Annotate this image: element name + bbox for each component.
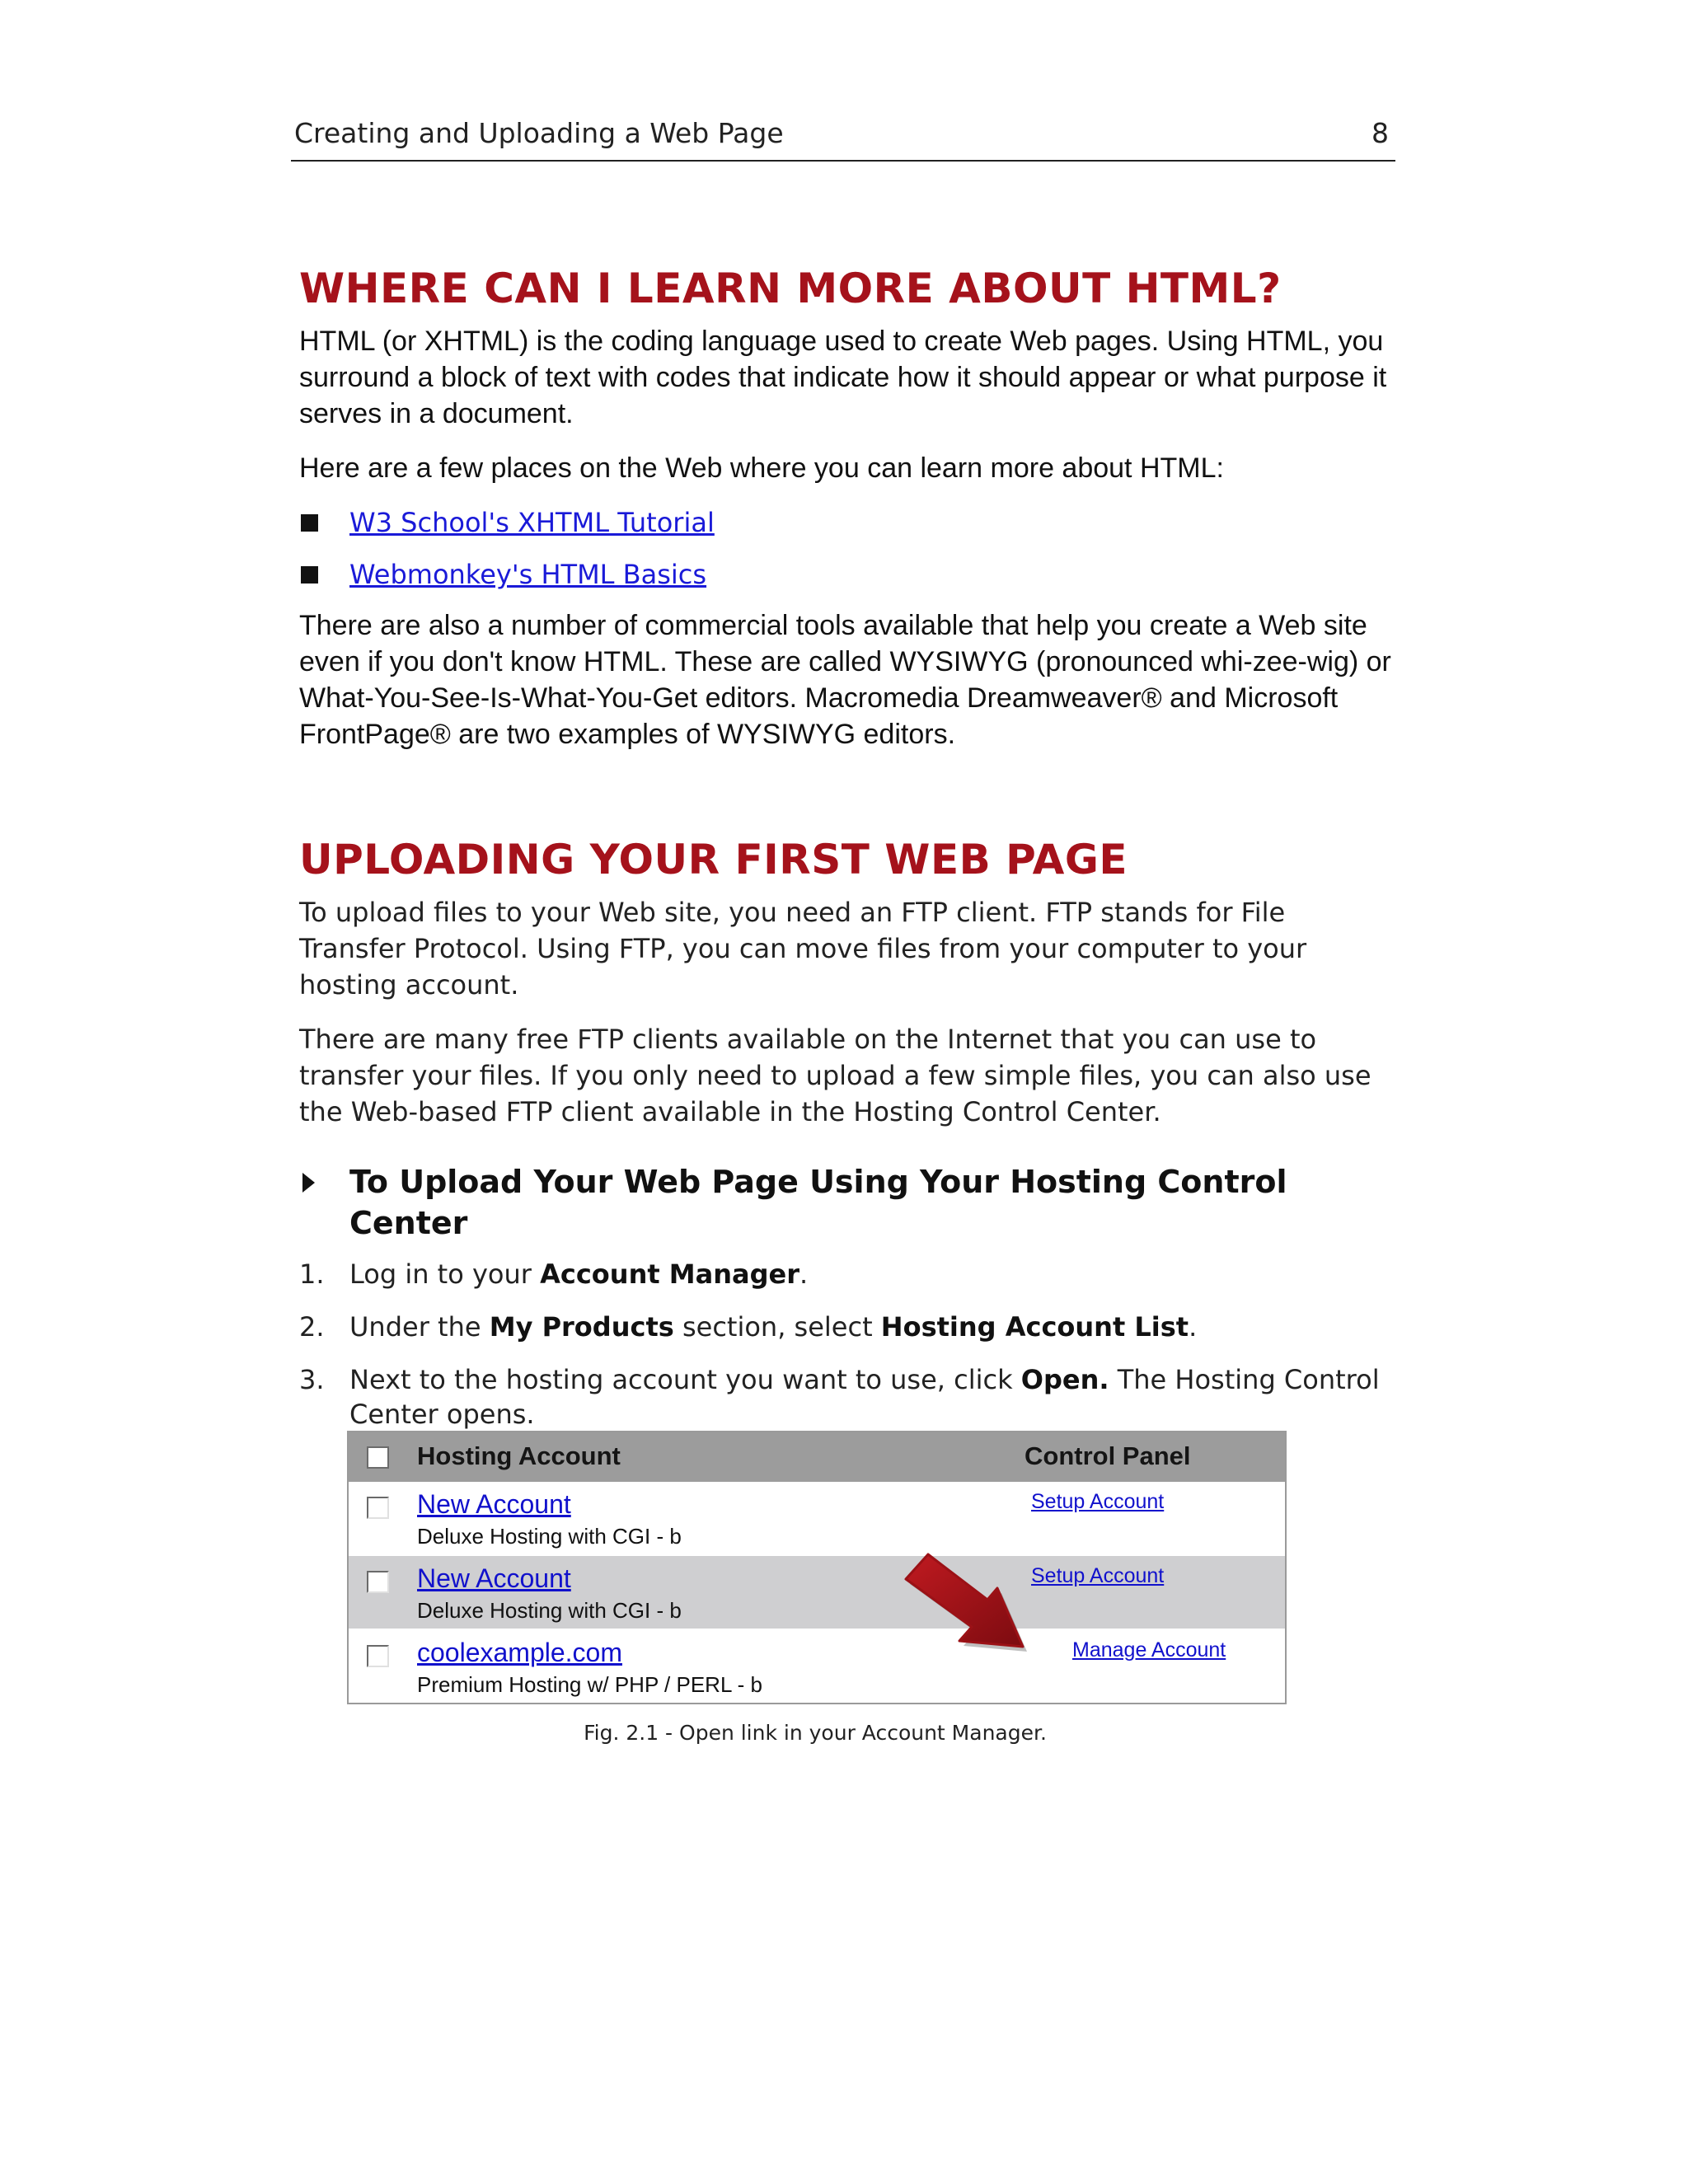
table-row bbox=[349, 1630, 1285, 1703]
account-plan: Premium Hosting w/ PHP / PERL - b bbox=[417, 1672, 763, 1697]
step-text: section, select bbox=[673, 1311, 881, 1343]
step-item bbox=[299, 1257, 1394, 1291]
account-name-link[interactable]: New Account bbox=[417, 1563, 571, 1593]
webmonkey-html-link[interactable]: Webmonkey's HTML Basics bbox=[349, 559, 707, 590]
row-checkbox[interactable] bbox=[367, 1571, 389, 1593]
step-text: Next to the hosting account you want to use, click bbox=[349, 1364, 1021, 1395]
triangle-bullet-icon bbox=[302, 1173, 315, 1193]
bullet-square-icon bbox=[301, 566, 318, 583]
step-text: Under the bbox=[349, 1311, 490, 1343]
list-item bbox=[299, 556, 1394, 593]
account-manager-screenshot bbox=[347, 1431, 1287, 1704]
upload-steps-list bbox=[299, 1257, 1394, 1432]
paragraph-ftp-clients: There are many free FTP clients available on the Internet that you can use to transfer your files. If you only need to upload a few simple files, you can also use the Web-based FTP client available in the Hosting Control Center. bbox=[299, 1024, 1372, 1127]
step-bold-text: My Products bbox=[489, 1311, 674, 1343]
table-row bbox=[349, 1482, 1285, 1554]
select-all-checkbox[interactable] bbox=[367, 1446, 389, 1469]
paragraph-ftp-intro: To upload files to your Web site, you need an FTP client. FTP stands for File Transfer Protocol. Using FTP, you can move files from your computer to your hosting account. bbox=[299, 897, 1307, 1001]
step-text: . bbox=[1189, 1311, 1198, 1343]
row-checkbox[interactable] bbox=[367, 1497, 389, 1519]
page-number: 8 bbox=[1372, 117, 1389, 149]
bullet-square-icon bbox=[301, 514, 318, 532]
paragraph-places-intro: Here are a few places on the Web where you can learn more about HTML: bbox=[299, 452, 1224, 484]
step-bold-text: Hosting Account List bbox=[880, 1311, 1189, 1343]
step-text: Log in to your bbox=[349, 1258, 541, 1290]
step-number: 2. bbox=[299, 1311, 325, 1343]
w3schools-xhtml-link[interactable]: W3 School's XHTML Tutorial bbox=[349, 507, 715, 538]
procedure-title bbox=[299, 1161, 1394, 1244]
paragraph-html-intro: HTML (or XHTML) is the coding language used to create Web pages. Using HTML, you surround a block of text with codes that indicate how it should appear or what purpose it serves in a document. bbox=[299, 326, 1387, 429]
main-content bbox=[299, 262, 1394, 1432]
procedure-title-text: To Upload Your Web Page Using Your Hosting Control Center bbox=[349, 1164, 1287, 1241]
section-heading-uploading: UPLOADING YOUR FIRST WEB PAGE bbox=[299, 836, 1128, 883]
step-item bbox=[299, 1310, 1394, 1344]
setup-account-link[interactable]: Setup Account bbox=[1031, 1564, 1165, 1587]
account-name-link[interactable]: New Account bbox=[417, 1489, 571, 1519]
manage-account-link[interactable]: Manage Account bbox=[1072, 1638, 1226, 1661]
figure-caption: Fig. 2.1 - Open link in your Account Manager. bbox=[584, 1721, 1047, 1745]
account-plan: Deluxe Hosting with CGI - b bbox=[417, 1598, 682, 1623]
step-bold-text: Open. bbox=[1020, 1364, 1109, 1395]
step-item bbox=[299, 1362, 1394, 1432]
column-header-control-panel: Control Panel bbox=[1025, 1441, 1191, 1470]
account-plan: Deluxe Hosting with CGI - b bbox=[417, 1524, 682, 1549]
running-header bbox=[291, 114, 1395, 162]
section-heading-learn-html: WHERE CAN I LEARN MORE ABOUT HTML? bbox=[299, 265, 1282, 312]
paragraph-wysiwyg: There are also a number of commercial tools available that help you create a Web site even if you don't know HTML. These are called WYSIWYG (pronounced whi-zee-wig) or What-You-See-Is-What-You-Get editors. Macromedia Dreamweaver® and Microsoft FrontPage® are two examples of WYSIWYG editors. bbox=[299, 610, 1391, 750]
step-number: 3. bbox=[299, 1364, 325, 1395]
account-name-link[interactable]: coolexample.com bbox=[417, 1638, 622, 1667]
setup-account-link[interactable]: Setup Account bbox=[1031, 1490, 1165, 1513]
resource-link-list bbox=[299, 504, 1394, 593]
table-row bbox=[349, 1556, 1285, 1629]
step-bold-text: Account Manager bbox=[540, 1258, 799, 1290]
step-text: . bbox=[799, 1258, 809, 1290]
list-item bbox=[299, 504, 1394, 541]
step-number: 1. bbox=[299, 1258, 325, 1290]
running-header-title: Creating and Uploading a Web Page bbox=[294, 117, 784, 149]
row-checkbox[interactable] bbox=[367, 1645, 389, 1667]
step-text: The Hosting Control Center opens. bbox=[349, 1364, 1380, 1430]
column-header-hosting-account: Hosting Account bbox=[417, 1441, 621, 1470]
hosting-table-header bbox=[349, 1432, 1285, 1482]
